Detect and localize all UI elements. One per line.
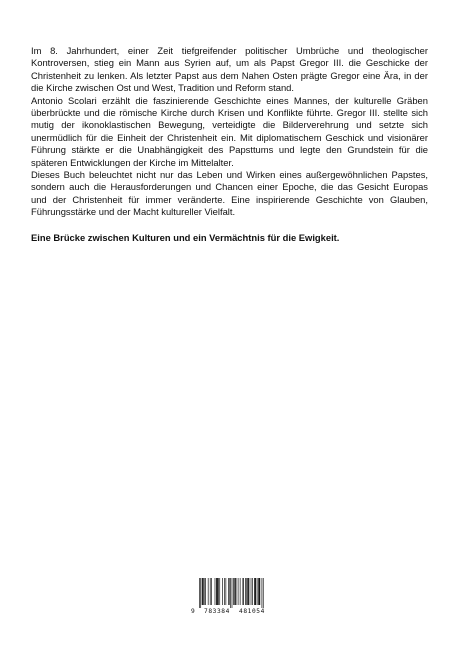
barcode-bar (257, 578, 258, 605)
barcode-bar (216, 578, 217, 605)
barcode-bar (232, 578, 233, 608)
barcode-bar (233, 578, 234, 605)
barcode-bar (251, 578, 252, 605)
barcode-bar (204, 578, 205, 605)
barcode-right-digits: 481054 (239, 608, 265, 615)
barcode-bar (218, 578, 219, 605)
barcode-bar (202, 578, 203, 605)
barcode-bar (230, 578, 231, 608)
blurb-paragraph-1: Im 8. Jahrhundert, einer Zeit tiefgreifender politischer Umbrüche und theologischer Kontroversen, stieg ein Mann aus Syrien auf, um als Papst Gregor III. die Geschicke der Christenheit zu lenken. Als letzter Papst aus dem Nahen Osten prägte Gregor eine Ära, in der die Kirche zwischen Ost und West, Tradition und Reform stand. (31, 45, 428, 94)
blurb-paragraph-2: Antonio Scolari erzählt die faszinierende Geschichte eines Mannes, der kulturelle Gräben überbrückte und die römische Kirche durch Krisen und Konflikte führte. Gregor III. stellte sich mutig der ikonoklastischen Bewegung, verteidigte die Bilderverehrung und setzte sich unermüdlich für die Einheit der Christenheit ein. Mit diplomatischem Geschick und visionärer Führung stärkte er die Unabhängigkeit des Papsttums und legte den Grundstein für die späteren Entwicklungen der Kirche im Mittelalter. (31, 94, 428, 168)
barcode-bar (240, 578, 241, 605)
barcode-bar (259, 578, 260, 605)
barcode-bar (219, 578, 220, 605)
barcode-bar (224, 578, 225, 605)
barcode-bar (226, 578, 227, 605)
tagline: Eine Brücke zwischen Kulturen und ein Vermächtnis für die Ewigkeit. (31, 231, 340, 243)
barcode-bar (246, 578, 247, 605)
blurb-text-block (31, 45, 428, 244)
barcode-lead-digit: 9 (191, 608, 195, 615)
barcode-bar (236, 578, 237, 605)
barcode-bar (243, 578, 244, 605)
barcode-bar (203, 578, 204, 605)
barcode-bar (222, 578, 223, 605)
barcode-bar (249, 578, 250, 605)
barcode-bar (255, 578, 256, 605)
barcode-bar (260, 578, 261, 605)
barcode-bar (210, 578, 211, 605)
barcode-bar (217, 578, 218, 605)
barcode-left-digits: 783384 (204, 608, 230, 615)
barcode-bar (258, 578, 259, 605)
barcode-bar (228, 578, 229, 605)
isbn-barcode (191, 578, 269, 616)
barcode-digits (191, 607, 269, 616)
barcode-bar (247, 578, 248, 605)
barcode-bar (248, 578, 249, 605)
barcode-bar (205, 578, 206, 605)
barcode-bar (263, 578, 264, 608)
barcode-bar (243, 578, 244, 605)
barcode-bar (252, 578, 253, 605)
barcode-bar (200, 578, 201, 608)
barcode-bar (234, 578, 235, 605)
barcode-bars-icon (191, 578, 269, 608)
barcode-bar (208, 578, 209, 605)
barcode-bar (215, 578, 216, 605)
barcode-bar (202, 578, 203, 605)
barcode-bar (245, 578, 246, 605)
barcode-bar (217, 578, 218, 605)
barcode-bar (229, 578, 230, 605)
barcode-bar (211, 578, 212, 605)
barcode-bar (262, 578, 263, 608)
barcode-bar (238, 578, 239, 605)
blurb-paragraph-3: Dieses Buch beleuchtet nicht nur das Leben und Wirken eines außergewöhnlichen Papstes, sondern auch die Herausforderungen und Chancen einer Epoche, die das Gesicht Europas und der Christenheit für immer veränderte. Eine inspirierende Geschichte von Glauben, Führungsstärke und der Macht kultureller Vielfalt. (31, 169, 428, 218)
barcode-bar (235, 578, 236, 605)
barcode-bar (254, 578, 255, 605)
barcode-bar (255, 578, 256, 605)
barcode-bar (199, 578, 200, 608)
